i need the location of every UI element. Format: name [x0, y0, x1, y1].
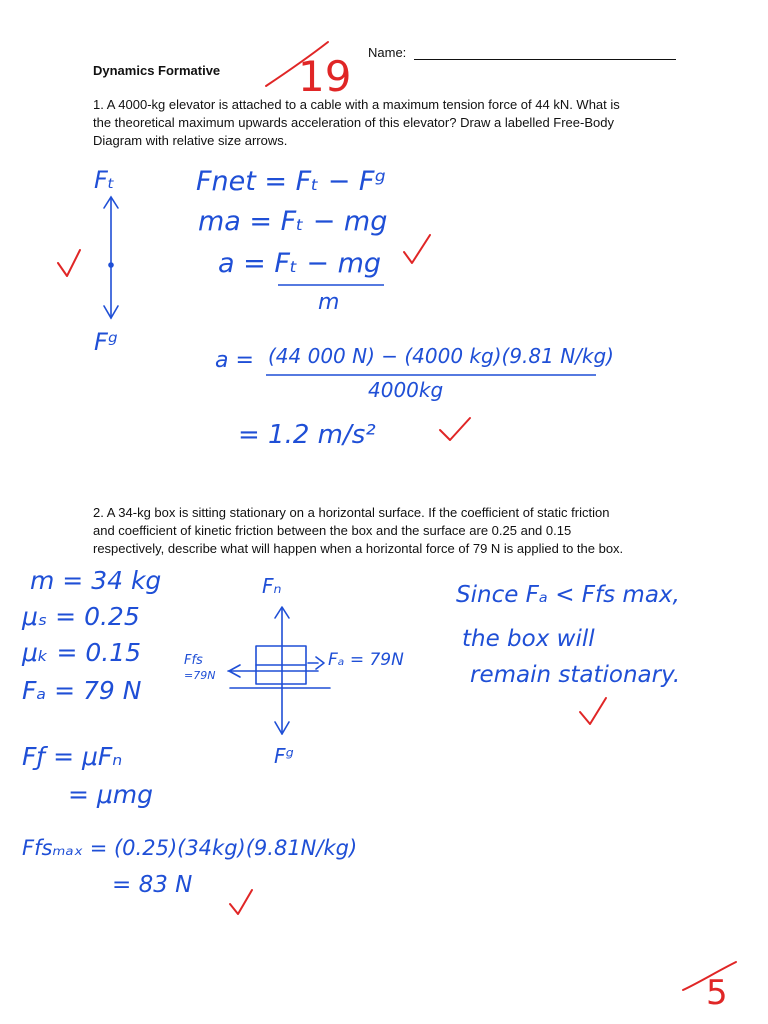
- q2-fbd-label-normal: Fₙ: [262, 574, 282, 598]
- q1-equation-net-force: Fnet = Fₜ − Fᵍ: [196, 166, 386, 197]
- question-1-line: Diagram with relative size arrows.: [93, 133, 288, 148]
- q2-fbd-label-gravity: Fᵍ: [274, 744, 294, 768]
- final-score-mark: 5: [706, 973, 728, 1013]
- q1-fbd-label-tension: Fₜ: [94, 166, 115, 194]
- q1-fbd-diagram: [104, 197, 118, 318]
- q2-given-applied-force: Fₐ = 79 N: [22, 676, 142, 705]
- q2-fbd-label-friction: Ffs: [184, 653, 203, 668]
- question-2-line: 2. A 34-kg box is sitting stationary on a horizontal surface. If the coefficient of static friction: [93, 505, 610, 520]
- q1-substitution-denominator: 4000kg: [368, 378, 444, 402]
- name-label: Name:: [368, 45, 407, 60]
- q2-conclusion-line: the box will: [462, 626, 595, 652]
- q2-conclusion-line: remain stationary.: [470, 662, 681, 688]
- check-icon: [58, 250, 80, 276]
- check-icon: [230, 890, 252, 914]
- q2-friction-equation: Fƒ = μFₙ: [22, 742, 123, 771]
- q1-equation-a-numerator: a = Fₜ − mg: [218, 248, 382, 279]
- question-2-line: respectively, describe what will happen when a horizontal force of 79 N is applied to the box.: [93, 541, 624, 556]
- q1-substitution-numerator: (44 000 N) − (4000 kg)(9.81 N/kg): [268, 344, 614, 368]
- check-icon: [440, 418, 470, 440]
- q2-given-mu-kinetic: μₖ = 0.15: [22, 638, 142, 667]
- q1-equation-ma: ma = Fₜ − mg: [198, 206, 388, 237]
- q2-max-static-friction-result: = 83 N: [112, 872, 193, 898]
- q2-given-mass: m = 34 kg: [30, 566, 162, 595]
- q2-fbd-label-applied: Fₐ = 79N: [328, 650, 404, 670]
- q1-equation-a-denominator: m: [318, 290, 340, 315]
- question-1-line: 1. A 4000-kg elevator is attached to a cable with a maximum tension force of 44 kN. What is: [93, 97, 620, 112]
- q2-conclusion-line: Since Fₐ < Ffs max,: [456, 582, 680, 608]
- q2-max-static-friction: Ffsₘₐₓ = (0.25)(34kg)(9.81N/kg): [22, 836, 358, 860]
- question-1-line: the theoretical maximum upwards acceleration of this elevator? Draw a labelled Free-Body: [93, 115, 614, 130]
- q2-given-mu-static: μₛ = 0.25: [22, 602, 140, 631]
- page-title: Dynamics Formative: [93, 63, 221, 78]
- check-icon: [404, 235, 430, 263]
- check-icon: [580, 698, 606, 724]
- score-mark: 19: [298, 52, 352, 101]
- q2-friction-equation-2: = μmg: [68, 780, 154, 809]
- question-2-line: and coefficient of kinetic friction between the box and the surface are 0.25 and 0.15: [93, 523, 572, 538]
- q1-fbd-label-gravity: Fᵍ: [94, 328, 118, 356]
- q2-fbd-label-friction-value: =79N: [184, 669, 216, 682]
- q1-substitution-prefix: a =: [215, 348, 254, 373]
- q2-fbd-diagram: [228, 607, 330, 734]
- q1-result: = 1.2 m/s²: [238, 420, 376, 450]
